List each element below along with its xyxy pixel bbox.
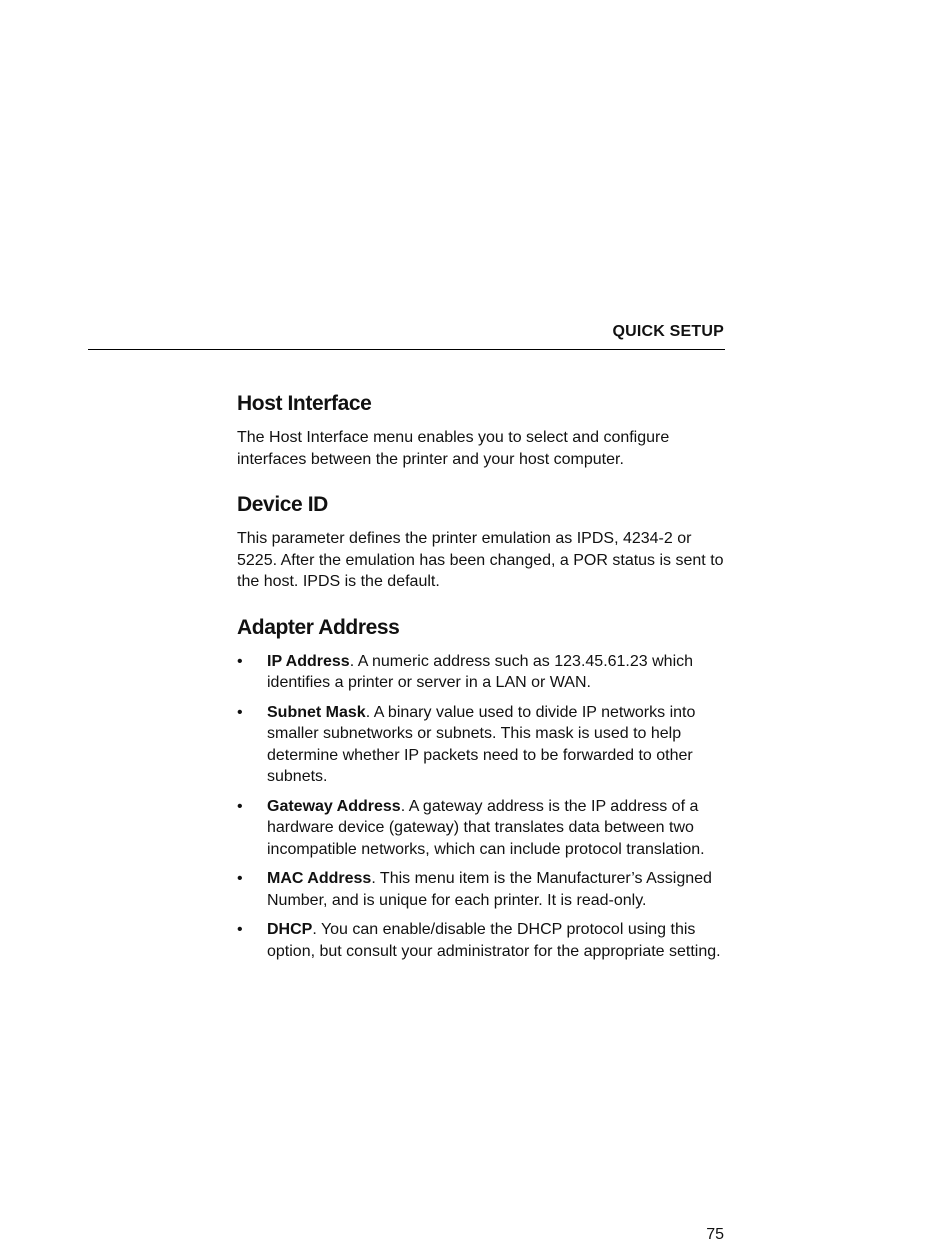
list-item-subnet-mask xyxy=(237,702,727,788)
term-gateway-address: Gateway Address xyxy=(267,797,401,815)
header-rule xyxy=(88,349,725,350)
bullet-icon: • xyxy=(237,652,243,670)
term-subnet-mask: Subnet Mask xyxy=(267,703,366,721)
list-item-gateway-address xyxy=(237,796,727,861)
adapter-address-list xyxy=(237,651,727,963)
running-header: QUICK SETUP xyxy=(612,323,724,340)
list-item-ip-address xyxy=(237,651,727,694)
adapter-address-heading: Adapter Address xyxy=(237,615,400,639)
list-item-mac-address xyxy=(237,868,727,911)
device-id-heading: Device ID xyxy=(237,493,328,516)
host-interface-heading: Host Interface xyxy=(237,392,372,415)
description-mac-address: . This menu item is the Manufacturer’s Assigned Number, and is unique for each printer. It is read-only. xyxy=(267,870,712,909)
host-interface-paragraph: The Host Interface menu enables you to select and configure interfaces between the printer and your host computer. xyxy=(237,429,670,468)
description-ip-address: . A numeric address such as 123.45.61.23 which identifies a printer or server in a LAN or WAN. xyxy=(267,652,694,691)
bullet-icon: • xyxy=(237,703,243,721)
description-subnet-mask: . A binary value used to divide IP networks into smaller subnetworks or subnets. This mask is used to help determine whether IP packets need to be forwarded to other subnets. xyxy=(267,703,696,785)
device-id-paragraph: This parameter defines the printer emulation as IPDS, 4234-2 or 5225. After the emulation has been changed, a POR status is sent to the host. IPDS is the default. xyxy=(237,530,724,590)
bullet-icon: • xyxy=(237,870,243,887)
list-item-dhcp xyxy=(237,919,727,962)
page-number: 75 xyxy=(706,1226,724,1243)
page-content xyxy=(237,390,727,970)
term-ip-address: IP Address xyxy=(267,652,350,670)
term-mac-address: MAC Address xyxy=(267,870,372,887)
term-dhcp: DHCP xyxy=(267,921,313,938)
bullet-icon: • xyxy=(237,921,243,938)
description-dhcp: . You can enable/disable the DHCP protocol using this option, but consult your administrator for the appropriate setting. xyxy=(267,921,721,960)
description-gateway-address: . A gateway address is the IP address of a hardware device (gateway) that translates data between two incompatible networks, which can include protocol translation. xyxy=(267,797,705,858)
bullet-icon: • xyxy=(237,797,243,815)
